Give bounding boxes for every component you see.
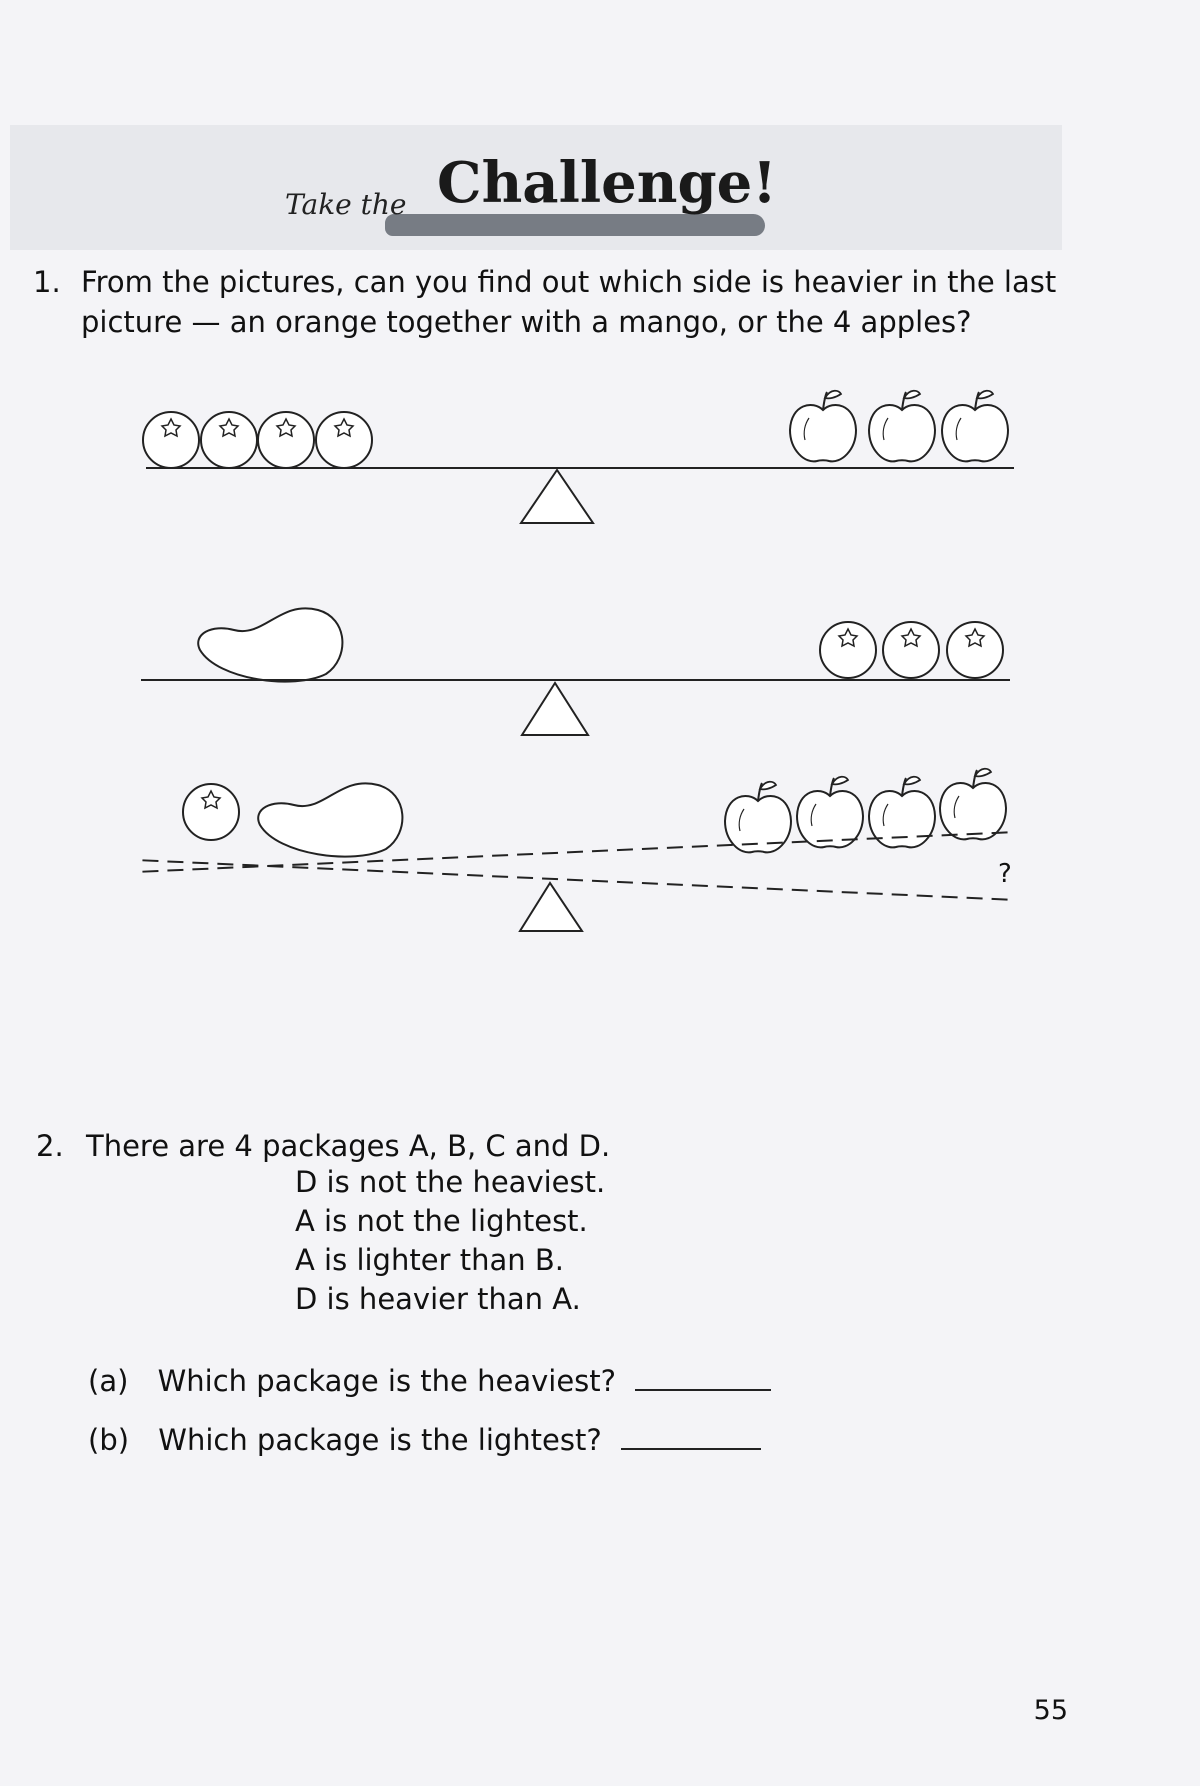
orange-icon [258, 412, 314, 468]
statement: D is not the heaviest. [295, 1165, 606, 1199]
question-1-line-2: picture — an orange together with a mango, or the 4 apples? [81, 305, 972, 339]
question-2-intro: There are 4 packages A, B, C and D. [86, 1129, 611, 1163]
part-b-label: (b) [88, 1423, 130, 1457]
orange-icon [947, 622, 1003, 678]
unknown-mark: ? [998, 859, 1012, 889]
heading-main: Challenge! [437, 150, 777, 216]
part-a [88, 1361, 771, 1398]
orange-icon [201, 412, 257, 468]
apple-icon [790, 391, 856, 462]
tilted-beam [142, 860, 1009, 899]
orange-icon [316, 412, 372, 468]
answer-blank-b[interactable] [621, 1420, 761, 1450]
orange-icon [883, 622, 939, 678]
scale-1 [143, 391, 1014, 523]
apple-icon [869, 391, 935, 462]
orange-icon [183, 784, 239, 840]
orange-icon [820, 622, 876, 678]
mango-icon [198, 608, 342, 681]
question-1-number: 1. [33, 265, 61, 299]
fulcrum-triangle [522, 683, 588, 735]
answer-blank-a[interactable] [635, 1361, 771, 1391]
scale-2 [141, 608, 1010, 735]
statement: D is heavier than A. [295, 1282, 581, 1316]
mango-icon [258, 783, 402, 856]
question-2-number: 2. [36, 1129, 64, 1163]
statement: A is lighter than B. [295, 1243, 564, 1277]
statement: A is not the lightest. [295, 1204, 588, 1238]
orange-icon [143, 412, 199, 468]
part-a-text: Which package is the heaviest? [157, 1364, 617, 1398]
fulcrum-triangle [520, 883, 582, 931]
apple-icon [942, 391, 1008, 462]
question-1-line-1: From the pictures, can you find out which side is heavier in the last [81, 265, 1057, 299]
page-number: 55 [1033, 1695, 1068, 1726]
fulcrum-triangle [521, 470, 593, 523]
heading-prefix: Take the [285, 188, 407, 221]
scale-3 [142, 769, 1011, 931]
apple-icon [797, 777, 863, 848]
part-a-label: (a) [88, 1364, 129, 1398]
part-b [88, 1420, 761, 1457]
apple-icon [940, 769, 1006, 840]
part-b-text: Which package is the lightest? [158, 1423, 602, 1457]
